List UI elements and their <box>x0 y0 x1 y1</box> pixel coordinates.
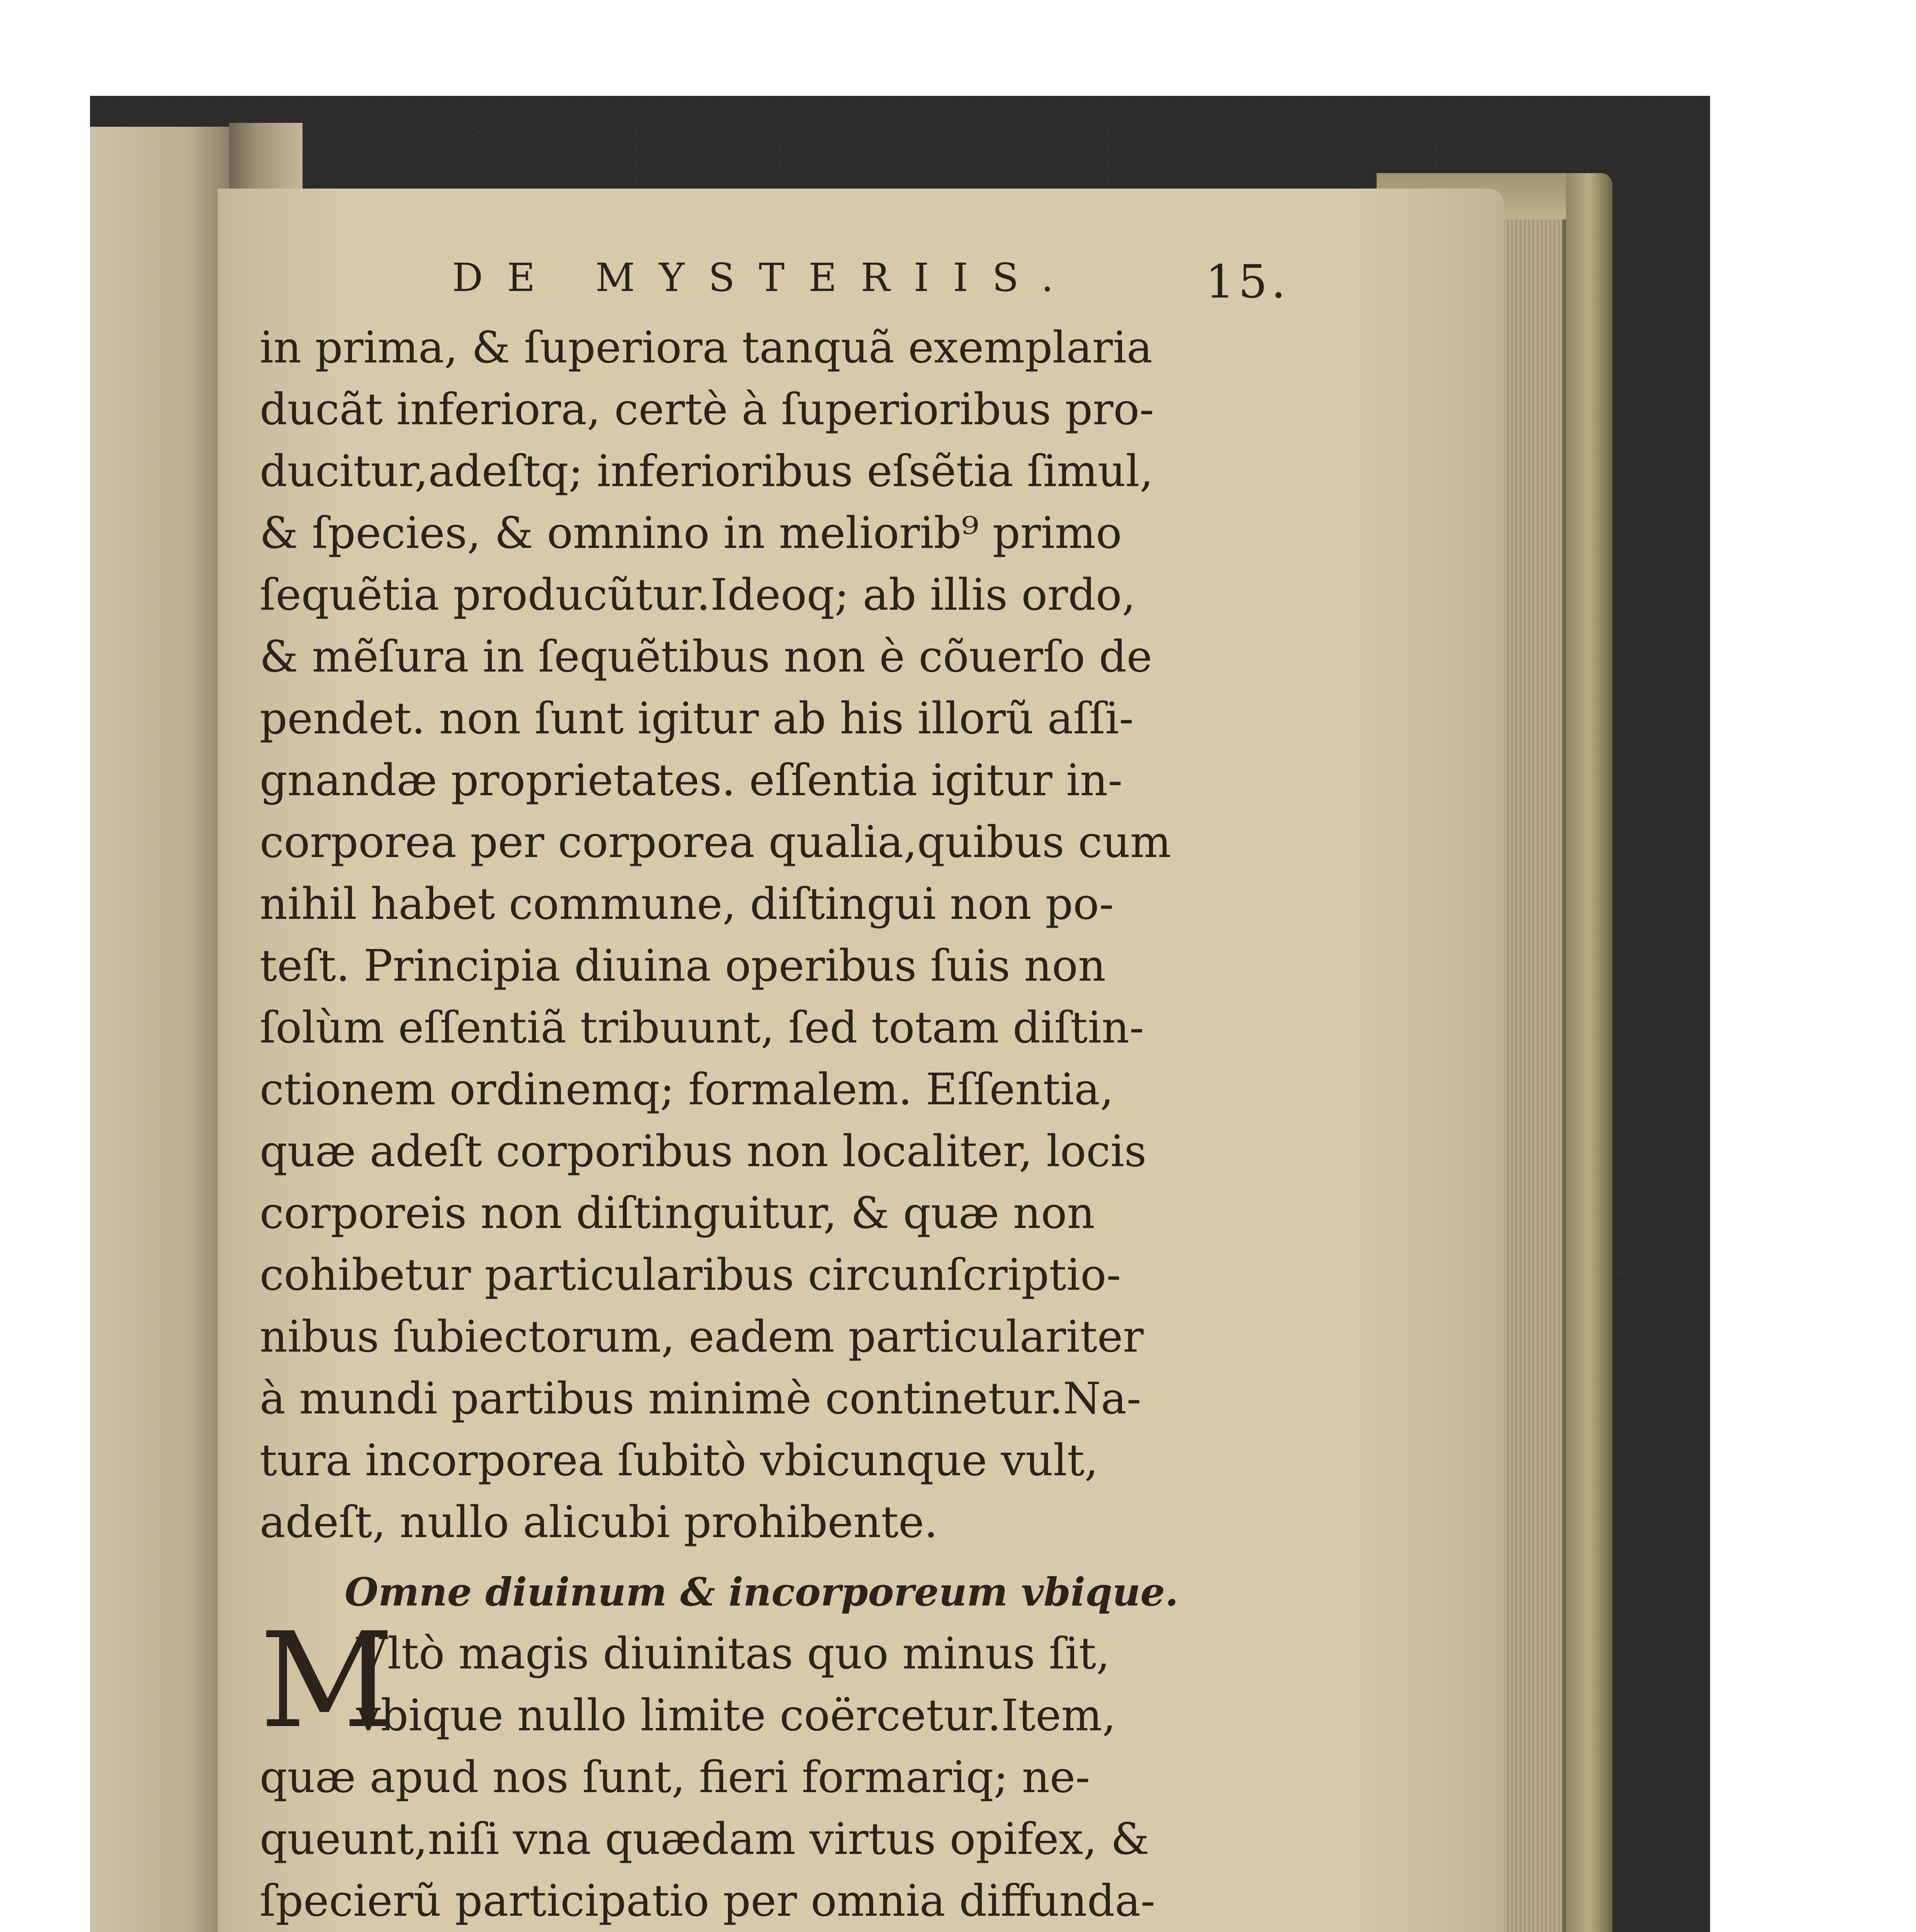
body-line: nihil habet commune, diſtingui non po- <box>260 879 1114 929</box>
body-line: ſequẽtia producũtur.Ideoq; ab illis ordo, <box>260 570 1136 620</box>
body-line: cohibetur particularibus circunſcriptio- <box>260 1250 1121 1300</box>
body-line: & mẽſura in ſequẽtibus non è cõuerſo de <box>260 632 1153 682</box>
section-line: vbique nullo limite coërcetur.Item, <box>356 1690 1116 1741</box>
section-line: Vltò magis diuinitas quo minus ſit, <box>356 1629 1110 1679</box>
body-line: nibus ſubiectorum, eadem particulariter <box>260 1312 1144 1362</box>
section-line: queunt,niſi vna quædam virtus opifex, & <box>260 1814 1149 1864</box>
body-line: quæ adeſt corporibus non localiter, locis <box>260 1126 1147 1177</box>
body-line: & ſpecies, & omnino in meliorib⁹ primo <box>260 508 1122 558</box>
body-line: in prima, & ſuperiora tanquã exemplaria <box>260 323 1153 373</box>
facing-page-fragment <box>90 127 229 1932</box>
body-line: ctionem ordinemq; formalem. Eſſentia, <box>260 1065 1114 1115</box>
book-cover-edge <box>1566 173 1612 1932</box>
body-line: à mundi partibus minimè continetur.Na- <box>260 1374 1141 1424</box>
section-heading: Omne diuinum & incorporeum vbique. <box>345 1569 1179 1615</box>
body-line: ducãt inferiora, certè à ſuperioribus pro- <box>260 384 1154 435</box>
drop-cap: M <box>260 1604 394 1757</box>
body-line: tura incorporea ſubitò vbicunque vult, <box>260 1435 1098 1486</box>
section-line: quæ apud nos ſunt, fieri formariq; ne- <box>260 1752 1090 1803</box>
body-line: adeſt, nullo alicubi prohibente. <box>260 1497 938 1548</box>
section-line: ſpecierũ participatio per omnia diffunda- <box>260 1876 1155 1926</box>
body-line: pendet. non ſunt igitur ab his illorũ aſſi- <box>260 694 1134 744</box>
page-number: 15. <box>1205 255 1290 308</box>
body-line: corporeis non diſtinguitur, & quæ non <box>260 1188 1095 1238</box>
body-line: gnandæ proprietates. eſſentia igitur in- <box>260 755 1123 806</box>
running-header: DE MYSTERIIS. <box>452 255 1078 300</box>
body-line: ſolùm eſſentiã tribuunt, ſed totam diſtin- <box>260 1003 1144 1053</box>
body-line: teſt. Principia diuina operibus ſuis non <box>260 941 1106 991</box>
body-line: ducitur,adeſtq; inferioribus eſsẽtia ſimul, <box>260 446 1154 497</box>
body-line: corporea per corporea qualia,quibus cum <box>260 817 1171 867</box>
